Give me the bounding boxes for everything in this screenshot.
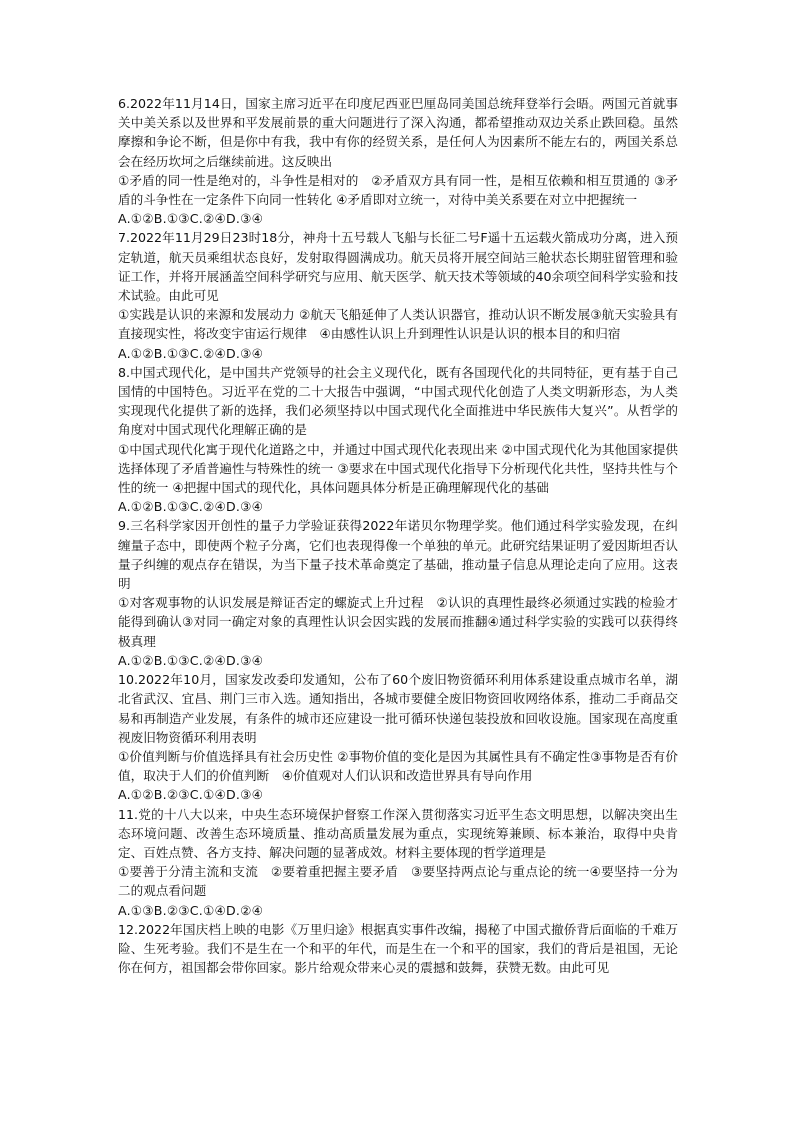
exam-page [118,94,678,977]
question-6-answers: A.①②B.①③C.②④D.③④ [118,211,264,227]
question-6-stem: 6.2022年11月14日，国家主席习近平在印度尼西亚巴厘岛同美国总统拜登举行会晤。两国元首就事关中美关系以及世界和平发展前景的重大问题进行了深入沟通，都希望推动双边关系止跌回稳。虽然摩擦和争论不断，但是你中有我，我中有你的经贸关系，是任何人为因素所不能左右的，两国关系总会在经历坎坷之后继续前进。这反映出 [118,96,678,169]
question-11-options: ①要善于分清主流和支流 ②要着重把握主要矛盾 ③要坚持两点论与重点论的统一④要坚持一分为二的观点看问题 [118,864,678,899]
question-7-stem: 7.2022年11月29日23时18分，神舟十五号载人飞船与长征二号F遥十五运载火箭成功分离，进入预定轨道，航天员乘组状态良好，发射取得圆满成功。航天员将开展空间站三舱状态长期驻留管理和验证工作，并将开展涵盖空间科学研究与应用、航天医学、航天技术等领域的40余项空间科学实验和技术试验。由此可见 [118,230,678,304]
question-6-options: ①矛盾的同一性是绝对的，斗争性是相对的 ②矛盾双方具有同一性，是相互依赖和相互贯通的 ③矛盾的斗争性在一定条件下向同一性转化 ④矛盾即对立统一，对待中美关系要在对立中把握统一 [118,172,678,208]
question-9-stem: 9.三名科学家因开创性的量子力学验证获得2022年诺贝尔物理学奖。他们通过科学实验发现，在纠缠量子态中，即使两个粒子分离，它们也表现得像一个单独的单元。此研究结果证明了爱因斯坦否认量子纠缠的观点存在错误，为当下量子技术革命奠定了基础，推动量子信息从理论走向了应用。这表明 [118,518,678,592]
question-11-stem: 11.党的十八大以来，中央生态环境保护督察工作深入贯彻落实习近平生态文明思想，以解决突出生态环境问题、改善生态环境质量、推动高质量发展为重点，实现统筹兼顾、标本兼治，取得中央肯定、百姓点赞、各方支持、解决问题的显著成效。材料主要体现的哲学道理是 [118,806,678,860]
question-8-answers: A.①②B.①③C.②④D.③④ [118,499,264,515]
question-9-options: ①对客观事物的认识发展是辩证否定的螺旋式上升过程 ②认识的真理性最终必须通过实践的检验才能得到确认③对同一确定对象的真理性认识会因实践的发展而推翻④通过科学实验的实践可以获得终极真理 [118,595,678,649]
question-10-options: ①价值判断与价值选择具有社会历史性 ②事物价值的变化是因为其属性具有不确定性③事物是否有价值，取决于人们的价值判断 ④价值观对人们认识和改造世界具有导向作用 [118,748,678,784]
question-8-stem: 8.中国式现代化，是中国共产党领导的社会主义现代化，既有各国现代化的共同特征，更有基于自己国情的中国特色。习近平在党的二十大报告中强调，“中国式现代化创造了人类文明新形态，为人类实现现代化提供了新的选择，我们必须坚持以中国式现代化全面推进中华民族伟大复兴”。从哲学的角度对中国式现代化理解正确的是 [118,364,678,438]
question-11-answers: A.①③B.②③C.①④D.②④ [118,902,264,918]
question-9-answers: A.①②B.①③C.②④D.③④ [118,652,264,668]
question-8-options: ①中国式现代化寓于现代化道路之中，并通过中国式现代化表现出来 ②中国式现代化为其他国家提供选择体现了矛盾普遍性与特殊性的统一 ③要求在中国式现代化指导下分析现代化共性，坚持共性与个性的统一 ④把握中国式的现代化，具体问题具体分析是正确理解现代化的基础 [118,441,678,496]
question-12-stem: 12.2022年国庆档上映的电影《万里归途》根据真实事件改编，揭秘了中国式撤侨背后面临的千难万险、生死考验。我们不是生在一个和平的年代，而是生在一个和平的国家，我们的背后是祖国，无论你在何方，祖国都会带你回家。影片给观众带来心灵的震撼和鼓舞，获赞无数。由此可见 [118,921,678,976]
question-10-stem: 10.2022年10月，国家发改委印发通知，公布了60个废旧物资循环利用体系建设重点城市名单，湖北省武汉、宜昌、荆门三市入选。通知指出，各城市要健全废旧物资回收网络体系，推动二手商品交易和再制造产业发展，有条件的城市还应建设一批可循环快递包装投放和回收设施。国家现在高度重视废旧物资循环利用表明 [118,672,678,745]
question-7-answers: A.①②B.①③C.②④D.③④ [118,345,264,361]
question-7-options: ①实践是认识的来源和发展动力 ②航天飞船延伸了人类认识器官，推动认识不断发展③航天实验具有直接现实性，将改变宇宙运行规律 ④由感性认识上升到理性认识是认识的根本目的和归宿 [118,307,678,342]
question-10-answers: A.①②B.②③C.①④D.③④ [118,787,264,803]
